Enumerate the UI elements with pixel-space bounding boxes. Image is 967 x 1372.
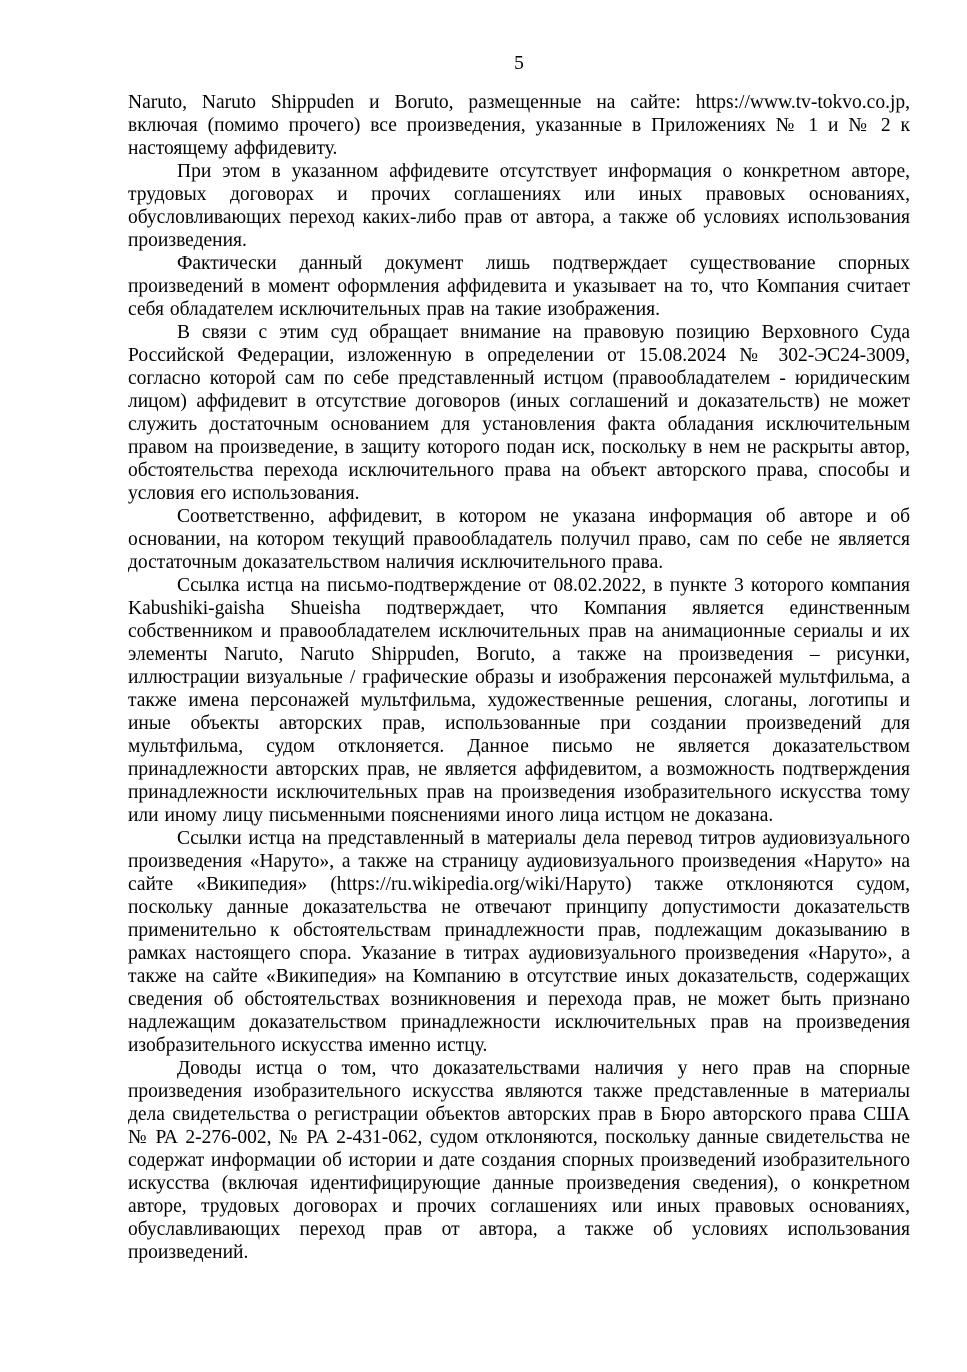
paragraph: Ссылки истца на представленный в материалы дела перевод титров аудиовизуального произведения «Наруто», а также на страницу аудиовизуального произведения «Наруто» на сайте «Википедия» (https://ru.wikipedia.org/wiki/Наруто) также отклоняются судом, поскольку данные доказательства не отвечают принципу допустимости доказательств применительно к обстоятельствам принадлежности прав, подлежащим доказыванию в рамках настоящего спора. Указание в титрах аудиовизуального произведения «Наруто», а также на сайте «Википедия» на Компанию в отсутствие иных доказательств, содержащих сведения об обстоятельствах возникновения и перехода прав, не может быть признано надлежащим доказательством принадлежности исключительных прав на произведения изобразительного искусства именно истцу. [128, 828, 910, 1056]
paragraph: Соответственно, аффидевит, в котором не указана информация об авторе и об основании, на котором текущий правообладатель получил право, сам по себе не является достаточным доказательством наличия исключительного права. [128, 506, 910, 573]
paragraph: В связи с этим суд обращает внимание на правовую позицию Верховного Суда Российской Федерации, изложенную в определении от 15.08.2024 № 302-ЭС24-3009, согласно которой сам по себе представленный истцом (правообладателем - юридическим лицом) аффидевит в отсутствие договоров (иных соглашений и доказательств) не может служить достаточным основанием для установления факта обладания исключительным правом на произведение, в защиту которого подан иск, поскольку в нем не раскрыты автор, обстоятельства перехода исключительного права на объект авторского права, способы и условия его использования. [128, 322, 910, 504]
paragraph: Доводы истца о том, что доказательствами наличия у него прав на спорные произведения изобразительного искусства являются также представленные в материалы дела свидетельства о регистрации объектов авторских прав в Бюро авторского права США № РА 2-276-002, № РА 2-431-062, судом отклоняются, поскольку данные свидетельства не содержат информации об истории и дате создания спорных произведений изобразительного искусства (включая идентифицирующие данные произведения сведения), о конкретном авторе, трудовых договорах и прочих соглашениях или иных правовых основаниях, обуславливающих переход прав от автора, а также об условиях использования произведений. [128, 1058, 910, 1263]
paragraph: При этом в указанном аффидевите отсутствует информация о конкретном авторе, трудовых договорах и прочих соглашениях или иных правовых основаниях, обусловливающих переход каких-либо прав от автора, а также об условиях использования произведения. [128, 161, 910, 251]
page-number: 5 [514, 53, 524, 74]
paragraph: Фактически данный документ лишь подтверждает существование спорных произведений в момент оформления аффидевита и указывает на то, что Компания считает себя обладателем исключительных прав на такие изображения. [128, 253, 910, 320]
document-body [128, 91, 910, 1264]
paragraph-continuation: Naruto, Naruto Shippuden и Boruto, размещенные на сайте: https://www.tv-tokvo.co.jp, включая (помимо прочего) все произведения, указанные в Приложениях № 1 и № 2 к настоящему аффидевиту. [128, 92, 910, 159]
paragraph: Ссылка истца на письмо-подтверждение от 08.02.2022, в пункте 3 которого компания Kabushiki-gaisha Shueisha подтверждает, что Компания является единственным собственником и правообладателем исключительных прав на анимационные сериалы и их элементы Naruto, Naruto Shippuden, Boruto, а также на произведения – рисунки, иллюстрации визуальные / графические образы и изображения персонажей мультфильма, а также имена персонажей мультфильма, художественные решения, слоганы, логотипы и иные объекты авторских прав, использованные при создании произведений для мультфильма, судом отклоняется. Данное письмо не является доказательством принадлежности авторских прав, не является аффидевитом, а возможность подтверждения принадлежности исключительных прав на произведения изобразительного искусства тому или иному лицу письменными пояснениями иного лица истцом не доказана. [128, 575, 910, 826]
